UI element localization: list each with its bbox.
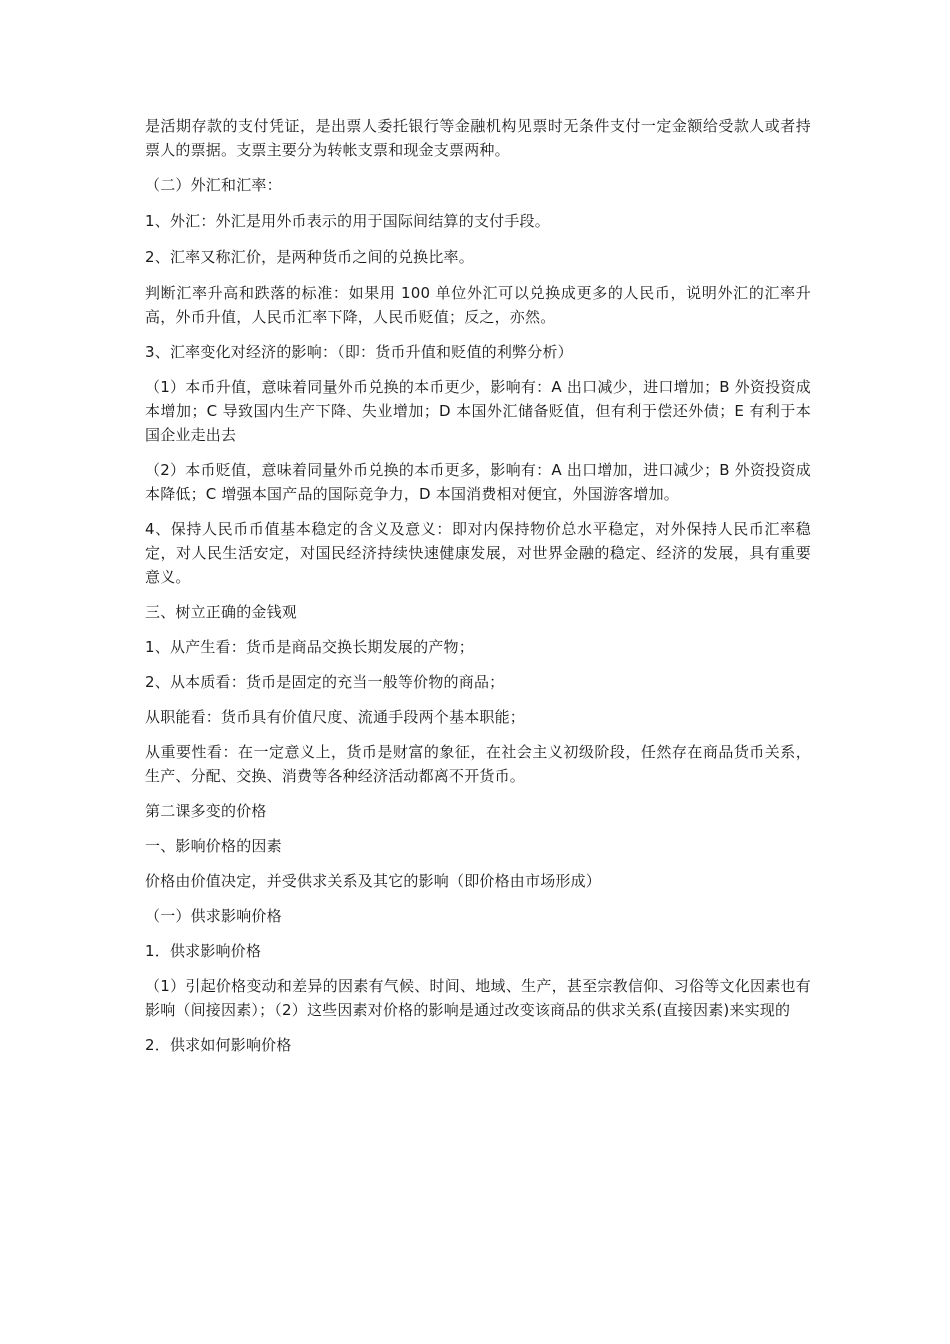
paragraph-function: 从职能看：货币具有价值尺度、流通手段两个基本职能； xyxy=(145,708,526,726)
paragraph-importance: 从重要性看：在一定意义上，货币是财富的象征，在社会主义初级阶段，任然存在商品货币关系，生产、分配、交换、消费等各种经济活动都离不开货币。 xyxy=(145,743,811,785)
paragraph-origin: 1、从产生看：货币是商品交换长期发展的产物； xyxy=(145,638,474,656)
heading-lesson-two: 第二课多变的价格 xyxy=(145,802,267,820)
paragraph-factors: （1）引起价格变动和差异的因素有气候、时间、地域、生产，甚至宗教信仰、习俗等文化因素也有影响（间接因素）；（2）这些因素对价格的影响是通过改变该商品的供求关系(直接因素)来实现的 xyxy=(145,977,811,1019)
paragraph-price-determination: 价格由价值决定，并受供求关系及其它的影响（即价格由市场形成） xyxy=(145,872,602,890)
subheading-supply-demand-affects: 1．供求影响价格 xyxy=(145,942,262,960)
paragraph-check-definition: 是活期存款的支付凭证，是出票人委托银行等金融机构见票时无条件支付一定金额给受款人或者持票人的票据。支票主要分为转帐支票和现金支票两种。 xyxy=(145,117,811,159)
paragraph-depreciation: （2）本币贬值，意味着同量外币兑换的本币更多，影响有：A 出口增加，进口减少；B 外资投资成本降低；C 增强本国产品的国际竞争力，D 本国消费相对便宜，外国游客增加。 xyxy=(145,461,811,503)
subheading-how-supply-affects: 2．供求如何影响价格 xyxy=(145,1036,292,1054)
heading-supply-demand: （一）供求影响价格 xyxy=(145,907,282,925)
paragraph-rate-effects-heading: 3、汇率变化对经济的影响：（即：货币升值和贬值的利弊分析） xyxy=(145,343,573,361)
paragraph-appreciation: （1）本币升值，意味着同量外币兑换的本币更少，影响有：A 出口减少，进口增加；B 外资投资成本增加；C 导致国内生产下降、失业增加；D 本国外汇储备贬值，但有利于偿还外债；E 有利于本国企业走出去 xyxy=(145,378,811,444)
paragraph-forex-definition: 1、外汇：外汇是用外币表示的用于国际间结算的支付手段。 xyxy=(145,212,550,230)
paragraph-rate-definition: 2、汇率又称汇价，是两种货币之间的兑换比率。 xyxy=(145,248,474,266)
document-page xyxy=(145,114,811,1068)
paragraph-rate-standard: 判断汇率升高和跌落的标准：如果用 100 单位外汇可以兑换成更多的人民币，说明外汇的汇率升高，外币升值，人民币汇率下降，人民币贬值；反之，亦然。 xyxy=(145,284,811,326)
paragraph-rmb-stability: 4、保持人民币币值基本稳定的含义及意义：即对内保持物价总水平稳定，对外保持人民币汇率稳定，对人民生活安定，对国民经济持续快速健康发展，对世界金融的稳定、经济的发展，具有重要意义。 xyxy=(145,520,811,586)
paragraph-essence: 2、从本质看：货币是固定的充当一般等价物的商品； xyxy=(145,673,505,691)
heading-price-factors: 一、影响价格的因素 xyxy=(145,837,282,855)
heading-money-view: 三、树立正确的金钱观 xyxy=(145,603,298,621)
heading-forex-and-rate: （二）外汇和汇率： xyxy=(145,176,282,194)
